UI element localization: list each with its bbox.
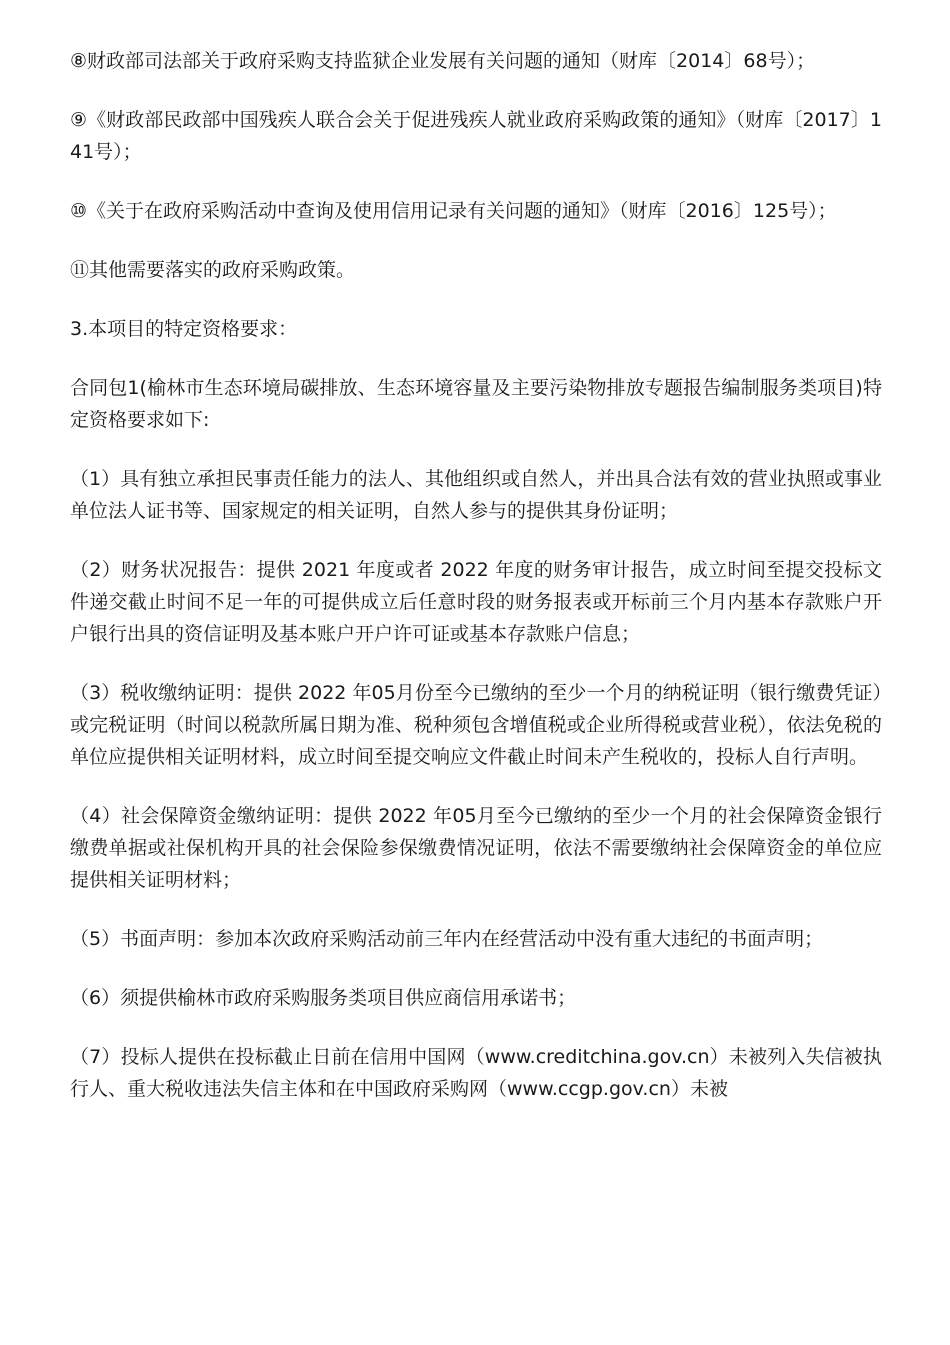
requirement-3: （3）税收缴纳证明：提供 2022 年05月份至今已缴纳的至少一个月的纳税证明（银行缴费凭证）或完税证明（时间以税款所属日期为准、税种须包含增值税或企业所得税或营业税），依法免税的单位应提供相关证明材料，成立时间至提交响应文件截止时间未产生税收的，投标人自行声明。 bbox=[70, 682, 882, 768]
policy-item-9: ⑨《财政部民政部中国残疾人联合会关于促进残疾人就业政府采购政策的通知》（财库〔2017〕141号）； bbox=[70, 109, 882, 163]
requirement-7: （7）投标人提供在投标截止日前在信用中国网（www.creditchina.gov.cn）未被列入失信被执行人、重大税收违法失信主体和在中国政府采购网（www.ccgp.gov.cn）未被 bbox=[70, 1046, 882, 1100]
requirement-1: （1）具有独立承担民事责任能力的法人、其他组织或自然人，并出具合法有效的营业执照或事业单位法人证书等、国家规定的相关证明，自然人参与的提供其身份证明； bbox=[70, 468, 882, 522]
requirement-4: （4）社会保障资金缴纳证明：提供 2022 年05月至今已缴纳的至少一个月的社会保障资金银行缴费单据或社保机构开具的社会保险参保缴费情况证明，依法不需要缴纳社会保障资金的单位应提供相关证明材料； bbox=[70, 805, 882, 891]
requirement-5: （5）书面声明：参加本次政府采购活动前三年内在经营活动中没有重大违纪的书面声明； bbox=[70, 928, 824, 950]
document-page bbox=[70, 45, 882, 1132]
section-heading-specific-qualifications: 3.本项目的特定资格要求： bbox=[70, 318, 298, 340]
policy-item-8: ⑧财政部司法部关于政府采购支持监狱企业发展有关问题的通知（财库〔2014〕68号）； bbox=[70, 50, 816, 72]
policy-item-11: ⑪其他需要落实的政府采购政策。 bbox=[70, 259, 356, 281]
requirement-2: （2）财务状况报告：提供 2021 年度或者 2022 年度的财务审计报告，成立时间至提交投标文件递交截止时间不足一年的可提供成立后任意时段的财务报表或开标前三个月内基本存款账户开户银行出具的资信证明及基本账户开户许可证或基本存款账户信息； bbox=[70, 559, 882, 645]
policy-item-10: ⑩《关于在政府采购活动中查询及使用信用记录有关问题的通知》（财库〔2016〕125号）； bbox=[70, 200, 837, 222]
requirement-6: （6）须提供榆林市政府采购服务类项目供应商信用承诺书； bbox=[70, 987, 577, 1009]
contract-package-intro: 合同包1(榆林市生态环境局碳排放、生态环境容量及主要污染物排放专题报告编制服务类项目)特定资格要求如下: bbox=[70, 377, 882, 431]
